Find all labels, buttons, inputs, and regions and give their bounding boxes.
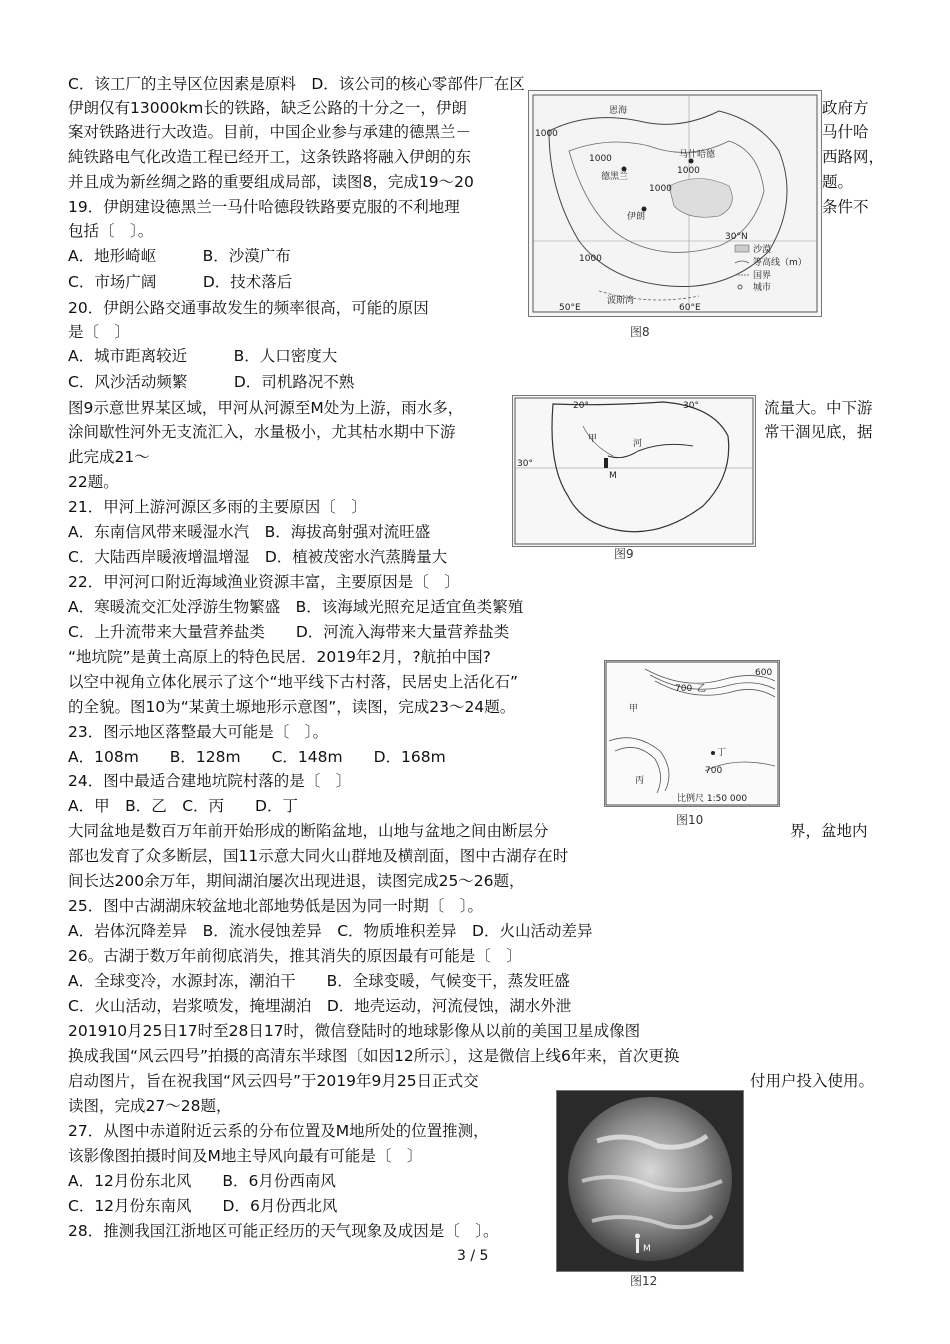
text-line: 换成我国“风云四号”拍摄的高清东半球图〔如因12所示〕，这是微信上线6年来，首次更换 — [68, 1047, 680, 1065]
text-line: C．12月份东南风 D．6月份西北风 — [68, 1197, 338, 1215]
fig8-label: 马什哈德 — [679, 150, 716, 160]
text-line: 涂间歇性河外无支流汇入，水量极小，尤其枯水期中下游 — [68, 423, 456, 441]
text-line: 并且成为新丝绸之路的重要组成局部，读图8，完成19～20 — [68, 173, 474, 191]
figure-10-caption: 图10 — [676, 813, 704, 827]
text-line: 201910月25日17时至28日17时，微信登陆时的地球影像从以前的美国卫星成像图 — [68, 1022, 641, 1040]
fig8-label: 波斯湾 — [607, 296, 635, 306]
text-line: 20．伊朗公路交通事故发生的频率很高，可能的原因 — [68, 299, 429, 317]
text-line: 的全貌。图10为“某黄土塬地形示意图”，读图，完成23～24题。 — [68, 698, 516, 716]
fig8-label: 50°E — [559, 303, 581, 313]
text-line: 案对铁路进行大改造。目前，中国企业参与承建的德黑兰－ — [68, 123, 472, 141]
fig10-label: 700 — [705, 766, 723, 776]
text-line: 启动图片，旨在祝我国“风云四号”于2019年9月25日正式交 — [68, 1072, 479, 1090]
text-line: 是〔 〕 — [68, 323, 131, 341]
text-line: 包括〔 〕。 — [68, 222, 154, 240]
text-line: A．城市距离较近 B．人口密度大 — [68, 347, 338, 365]
text-line: A．12月份东北风 B．6月份西南风 — [68, 1172, 336, 1190]
fig8-label: 60°E — [679, 303, 701, 313]
text-line: 常干涸见底，据 — [764, 423, 873, 441]
fig10-label: 比例尺 1:50 000 — [677, 794, 748, 804]
text-line: 间长达200余万年，期间湖泊屡次出现进退，读图完成25～26题， — [68, 872, 525, 890]
figure-8-caption: 图8 — [630, 325, 650, 339]
text-line: 流量大。中下游 — [764, 399, 873, 417]
figure-10-contour-map — [604, 660, 780, 807]
text-line: 条件不 — [822, 198, 869, 216]
fig8-legend: 等高线（m） — [753, 258, 807, 268]
text-line: “地坑院”是黄土高原上的特色民居．2019年2月，?航拍中国? — [68, 648, 491, 666]
text-line: 政府方 — [822, 99, 869, 117]
text-line: 28．推测我国江浙地区可能正经历的天气现象及成因是〔 〕。 — [68, 1222, 499, 1240]
fig8-legend: 沙漠 — [753, 245, 772, 255]
text-line: 以空中视角立体化展示了这个“地平线下古村落，民居史上活化石” — [68, 673, 519, 691]
text-line: C．上升流带来大量营养盐类 D．河流入海带来大量营养盐类 — [68, 623, 510, 641]
fig10-label: 700 — [675, 684, 693, 694]
fig10-label: 丙 — [635, 776, 645, 786]
text-line: 界，盆地内 — [790, 822, 868, 840]
text-line: C．该工厂的主导区位因素是原料 D．该公司的核心零部件厂在区 — [68, 75, 525, 93]
figure-9-africa-map — [512, 395, 756, 547]
text-line: 23．图示地区落整最大可能是〔 〕。 — [68, 723, 328, 741]
fig8-label: 30°N — [725, 232, 748, 242]
fig9-label: 甲 — [588, 434, 598, 444]
figure-12-earth-image — [556, 1090, 744, 1272]
fig8-legend: 国界 — [753, 271, 772, 281]
text-line: 题。 — [822, 173, 854, 191]
fig9-label: 30° — [683, 401, 699, 411]
fig8-legend: 城市 — [753, 283, 772, 293]
text-line: C．风沙活动频繁 D．司机路况不熟 — [68, 373, 355, 391]
text-line: 22题。 — [68, 473, 119, 491]
fig8-label: 1000 — [535, 129, 558, 139]
text-line: A．全球变冷，水源封冻，潮泊干 B．全球变暖，气候变干，蒸发旺盛 — [68, 972, 570, 990]
text-line: 27．从图中赤道附近云系的分布位置及M地所处的位置推测， — [68, 1122, 489, 1140]
fig8-label: 1000 — [579, 254, 602, 264]
fig9-label: 30° — [517, 459, 533, 469]
text-line: A．108m B．128m C．148m D．168m — [68, 748, 446, 766]
figure-9-caption: 图9 — [614, 547, 634, 561]
text-line: C．火山活动，岩浆喷发，掩埋湖泊 D．地壳运动，河流侵蚀，湖水外泄 — [68, 997, 572, 1015]
text-line: 純铁路电气化改造工程已经开工，这条铁路将融入伊朗的东 — [68, 148, 472, 166]
text-line: 部也发育了众多断层，国11示意大同火山群地及横剖面，图中古湖存在时 — [68, 847, 569, 865]
fig8-label: 伊朗 — [627, 212, 646, 222]
fig10-label: 600 — [755, 668, 773, 678]
page-number: 3 / 5 — [457, 1248, 489, 1264]
fig12-label: M — [643, 1244, 651, 1254]
fig8-label: 恩海 — [609, 106, 628, 116]
text-line: A．甲 B．乙 C．丙 D．丁 — [68, 797, 298, 815]
text-line: 22．甲河河口附近海域渔业资源丰富，主要原因是〔 〕 — [68, 573, 460, 591]
text-line: 该影像图拍摄时间及M地主导风向最有可能是〔 〕 — [68, 1147, 423, 1165]
fig9-label: 20° — [573, 401, 589, 411]
text-line: 26。古湖于数万年前彻底消失，推其消失的原因最有可能是〔 〕 — [68, 947, 522, 965]
text-line: 此完成21～ — [68, 448, 150, 466]
fig8-label: 1000 — [649, 184, 672, 194]
fig10-label: 丁 — [717, 748, 727, 758]
text-line: A．地形崎岖 B．沙漠广布 — [68, 247, 291, 265]
fig9-label: M — [609, 471, 617, 481]
fig10-label: 乙 — [697, 684, 707, 694]
figure-8-iran-map — [528, 90, 822, 317]
text-line: 21．甲河上游河源区多雨的主要原因〔 〕 — [68, 498, 367, 516]
text-line: C．大陆西岸暖液增温增湿 D．植被茂密水汽蒸腾量大 — [68, 548, 448, 566]
text-line: 西路网， — [822, 148, 885, 166]
text-line: 24．图中最适合建地坑院村落的是〔 〕 — [68, 772, 352, 790]
figure-12-caption: 图12 — [630, 1274, 658, 1288]
text-line: 付用户投入使用。 — [750, 1072, 875, 1090]
text-line: A．岩体沉降差异 B．流水侵蚀差异 C．物质堆积差异 D．火山活动差异 — [68, 922, 593, 940]
fig10-label: 甲 — [629, 704, 639, 714]
text-line: A．寒暖流交汇处浮游生物繁盛 B．该海域光照充足适宜鱼类繁殖 — [68, 598, 524, 616]
text-line: A．东南信风带来暖湿水汽 B．海拔高射强对流旺盛 — [68, 523, 431, 541]
fig9-label: 河 — [633, 439, 643, 449]
fig8-label: 1000 — [589, 154, 612, 164]
text-line: 19．伊朗建设德黑兰一马什哈德段铁路要克服的不利地理 — [68, 198, 460, 216]
text-line: 伊朗仅有13000km长的铁路，缺乏公路的十分之一，伊朗 — [68, 99, 467, 117]
text-line: C．市场广阔 D．技术落后 — [68, 273, 293, 291]
fig8-label: 1000 — [677, 166, 700, 176]
text-line: 图9示意世界某区域，甲河从河源至M处为上游，雨水多， — [68, 399, 464, 417]
text-line: 马什哈 — [822, 123, 869, 141]
text-line: 大同盆地是数百万年前开始形成的断陷盆地，山地与盆地之间由断层分 — [68, 822, 549, 840]
text-line: 读图，完成27～28题， — [68, 1097, 232, 1115]
fig8-label: 德黑兰 — [601, 172, 629, 182]
text-line: 25．图中古湖湖床较盆地北部地势低是因为同一时期〔 〕。 — [68, 897, 483, 915]
